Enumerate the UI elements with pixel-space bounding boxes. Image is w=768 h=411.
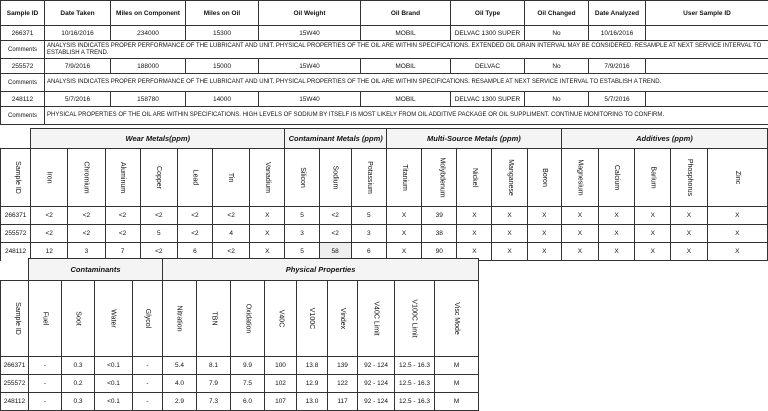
value-cell: 2.9 — [163, 393, 197, 411]
value-cell: <2 — [213, 207, 250, 225]
column-header — [213, 149, 250, 207]
sample-id-label: Sample ID — [14, 161, 21, 194]
contaminants-header: Contaminants — [29, 259, 163, 281]
value-cell: X — [707, 243, 767, 261]
value-cell: 3 — [285, 225, 319, 243]
column-header — [95, 281, 133, 357]
column-label: Copper — [155, 166, 162, 189]
column-label: TBN — [210, 312, 217, 326]
value-cell: 13.0 — [297, 393, 328, 411]
value-cell: X — [250, 225, 285, 243]
value-cell: 5.4 — [163, 357, 197, 375]
header-cell: Miles on Oil — [186, 1, 259, 26]
sample-row — [1, 92, 768, 107]
column-label: Zinc — [734, 171, 741, 184]
column-header — [1, 149, 31, 207]
comment-text: ANALYSIS INDICATES PROPER PERFORMANCE OF THE LUBRICANT AND UNIT. PHYSICAL PROPERTIES OF THE OIL ARE WITHIN SPECIFICATIONS. RESAMPLE AT NEXT SERVICE INTERVAL TO ESTABLISH A TREND. — [45, 74, 768, 92]
value-cell: 12.5 - 16.3 — [395, 375, 435, 393]
sample-cell: 188000 — [111, 59, 186, 74]
column-header — [492, 149, 527, 207]
column-label: Soot — [75, 311, 82, 325]
value-cell: <2 — [140, 243, 177, 261]
value-cell: X — [635, 207, 671, 225]
header-cell: Oil Type — [451, 1, 525, 26]
physical-body — [1, 357, 479, 411]
value-cell: 7.3 — [197, 393, 231, 411]
value-cell: 5 — [140, 225, 177, 243]
wear-metals-header: Wear Metals(ppm) — [31, 129, 285, 149]
value-cell: X — [527, 207, 561, 225]
sample-cell: MOBIL — [361, 92, 451, 107]
sample-cell: 15W40 — [259, 59, 361, 74]
column-header — [250, 149, 285, 207]
comment-row — [1, 41, 768, 59]
value-cell: 7.9 — [197, 375, 231, 393]
sample-cell — [646, 92, 768, 107]
sample-cell: DELVAC 1300 SUPER — [451, 26, 525, 41]
column-label: Molybdenum — [439, 157, 446, 197]
column-header — [177, 149, 212, 207]
value-cell: 92 - 124 — [358, 393, 395, 411]
value-cell: X — [457, 207, 492, 225]
value-cell: X — [671, 243, 707, 261]
value-cell: <0.1 — [95, 393, 133, 411]
column-label: Oxidation — [244, 304, 251, 334]
column-header — [386, 149, 421, 207]
row-sample-id: 266371 — [1, 357, 29, 375]
value-cell: X — [492, 225, 527, 243]
comments-label: Comments — [1, 74, 45, 92]
column-label: Manganese — [507, 159, 514, 196]
column-label: Iron — [46, 171, 53, 183]
column-header — [422, 149, 457, 207]
value-cell: <2 — [105, 225, 140, 243]
column-label: Aluminum — [119, 162, 126, 193]
value-cell: 92 - 124 — [358, 375, 395, 393]
comment-row — [1, 107, 768, 125]
sample-id-label: Sample ID — [14, 302, 21, 335]
value-cell: 5 — [351, 207, 386, 225]
column-label: Lead — [191, 170, 198, 186]
sample-info-table — [0, 0, 768, 125]
sample-cell: MOBIL — [361, 26, 451, 41]
value-cell: 102 — [265, 375, 297, 393]
column-label: Glycol — [144, 309, 151, 328]
sample-cell: 266371 — [1, 26, 45, 41]
row-sample-id: 266371 — [1, 207, 31, 225]
value-cell: 6.0 — [231, 393, 265, 411]
value-cell: X — [599, 243, 635, 261]
value-cell: M — [435, 375, 479, 393]
sample-cell: 248112 — [1, 92, 45, 107]
value-cell: 117 — [328, 393, 358, 411]
value-cell: 7.5 — [231, 375, 265, 393]
column-label: Phosphorus — [687, 159, 694, 196]
comments-label: Comments — [1, 41, 45, 59]
column-header — [163, 281, 197, 357]
value-cell: X — [561, 225, 598, 243]
value-cell: X — [635, 243, 671, 261]
value-cell: <2 — [177, 225, 212, 243]
column-header — [599, 149, 635, 207]
column-header — [140, 149, 177, 207]
column-header — [29, 281, 62, 357]
value-cell: 3 — [351, 225, 386, 243]
column-label: Nitration — [176, 305, 183, 331]
column-label: V100C — [309, 308, 316, 329]
header-cell: Miles on Component — [111, 1, 186, 26]
sample-cell: No — [525, 26, 589, 41]
value-cell: 122 — [328, 375, 358, 393]
value-cell: 107 — [265, 393, 297, 411]
value-cell: - — [29, 357, 62, 375]
column-label: Silicon — [299, 167, 306, 188]
header-cell: Oil Brand — [361, 1, 451, 26]
header-cell: Date Analyzed — [589, 1, 646, 26]
column-label: Chromium — [83, 161, 90, 193]
column-header — [1, 281, 29, 357]
value-cell: <0.1 — [95, 375, 133, 393]
value-cell: X — [527, 225, 561, 243]
contaminant-metals-header: Contaminant Metals (ppm) — [285, 129, 387, 149]
physical-properties-header: Physical Properties — [163, 259, 479, 281]
value-cell: 6 — [177, 243, 212, 261]
value-cell: - — [29, 375, 62, 393]
column-label: Potassium — [365, 161, 372, 194]
value-cell: 5 — [285, 243, 319, 261]
column-label: V40C Limit — [373, 301, 380, 335]
column-header — [133, 281, 163, 357]
comments-label: Comments — [1, 107, 45, 125]
value-cell: 58 — [319, 243, 351, 261]
multi-source-metals-header: Multi-Source Metals (ppm) — [386, 129, 561, 149]
column-label: Vanadium — [264, 162, 271, 193]
value-cell: X — [386, 243, 421, 261]
column-header — [351, 149, 386, 207]
sample-cell: No — [525, 59, 589, 74]
metals-column-headers — [1, 149, 768, 207]
value-cell: X — [250, 207, 285, 225]
column-label: Nickel — [471, 168, 478, 187]
sample-row — [1, 59, 768, 74]
column-label: Water — [110, 309, 117, 327]
value-cell: M — [435, 357, 479, 375]
value-cell: 139 — [328, 357, 358, 375]
value-cell: <2 — [105, 207, 140, 225]
header-cell: Oil Weight — [259, 1, 361, 26]
value-cell: <0.1 — [95, 357, 133, 375]
sample-cell: 15W40 — [259, 26, 361, 41]
column-header — [561, 149, 598, 207]
value-cell: 9.9 — [231, 357, 265, 375]
metals-body — [1, 207, 768, 261]
column-label: Visc Mode — [453, 302, 460, 335]
sample-cell: No — [525, 92, 589, 107]
value-cell: - — [133, 357, 163, 375]
value-cell: <2 — [68, 225, 105, 243]
column-label: Vindex — [339, 308, 346, 329]
column-header — [671, 149, 707, 207]
sample-cell — [646, 59, 768, 74]
value-cell: <2 — [68, 207, 105, 225]
value-cell: - — [29, 393, 62, 411]
column-header — [68, 149, 105, 207]
column-header — [457, 149, 492, 207]
value-cell: X — [707, 207, 767, 225]
row-sample-id: 248112 — [1, 393, 29, 411]
value-cell: 3 — [68, 243, 105, 261]
column-header — [527, 149, 561, 207]
comment-text: ANALYSIS INDICATES PROPER PERFORMANCE OF THE LUBRICANT AND UNIT. PHYSICAL PROPERTIES OF THE OIL ARE WITHIN SPECIFICATIONS. EXTENDED OIL DRAIN INTERVAL MAY BE CONSIDERED. RESAMPLE AT NEXT SERVICE INTERVAL TO ESTABLISH A TREND. — [45, 41, 768, 59]
column-header — [435, 281, 479, 357]
row-sample-id: 255572 — [1, 375, 29, 393]
sample-cell: 15000 — [186, 59, 259, 74]
value-cell: - — [133, 393, 163, 411]
value-cell: 8.1 — [197, 357, 231, 375]
table-row — [1, 375, 479, 393]
physical-column-headers — [1, 281, 479, 357]
sample-info-body — [1, 1, 768, 125]
row-sample-id: 255572 — [1, 225, 31, 243]
column-label: V40C — [277, 310, 284, 328]
sample-cell: 158780 — [111, 92, 186, 107]
value-cell: 7 — [105, 243, 140, 261]
sample-cell: 7/9/2016 — [589, 59, 646, 74]
value-cell: <2 — [140, 207, 177, 225]
value-cell: <2 — [177, 207, 212, 225]
metals-table — [0, 128, 768, 261]
column-header — [231, 281, 265, 357]
value-cell: X — [250, 243, 285, 261]
value-cell: X — [492, 207, 527, 225]
value-cell: <2 — [319, 225, 351, 243]
sample-row — [1, 26, 768, 41]
value-cell: X — [707, 225, 767, 243]
value-cell: 6 — [351, 243, 386, 261]
column-header — [297, 281, 328, 357]
column-header — [395, 281, 435, 357]
value-cell: 38 — [422, 225, 457, 243]
additives-header: Additives (ppm) — [561, 129, 767, 149]
value-cell: - — [133, 375, 163, 393]
sample-cell: 255572 — [1, 59, 45, 74]
sample-cell: MOBIL — [361, 59, 451, 74]
column-header — [328, 281, 358, 357]
value-cell: 92 - 124 — [358, 357, 395, 375]
column-header — [105, 149, 140, 207]
column-header — [635, 149, 671, 207]
value-cell: X — [599, 225, 635, 243]
column-header — [31, 149, 68, 207]
column-header — [285, 149, 319, 207]
column-label: Magnesium — [576, 159, 583, 195]
value-cell: 90 — [422, 243, 457, 261]
value-cell: 12.5 - 16.3 — [395, 357, 435, 375]
value-cell: 0.3 — [62, 393, 95, 411]
value-cell: 0.2 — [62, 375, 95, 393]
value-cell: X — [492, 243, 527, 261]
value-cell: 12.9 — [297, 375, 328, 393]
sample-cell: 10/16/2016 — [45, 26, 111, 41]
value-cell: X — [561, 243, 598, 261]
value-cell: X — [457, 243, 492, 261]
sample-cell: 10/16/2016 — [589, 26, 646, 41]
value-cell: X — [386, 207, 421, 225]
value-cell: 4 — [213, 225, 250, 243]
physical-properties-table — [0, 258, 479, 411]
value-cell: 12 — [31, 243, 68, 261]
value-cell: <2 — [31, 225, 68, 243]
sample-cell: 5/7/2016 — [45, 92, 111, 107]
value-cell: X — [386, 225, 421, 243]
value-cell: 12.5 - 16.3 — [395, 393, 435, 411]
column-label: V100C Limit — [411, 299, 418, 337]
column-header — [358, 281, 395, 357]
sample-cell: 15W40 — [259, 92, 361, 107]
value-cell: 13.8 — [297, 357, 328, 375]
sample-info-header-row — [1, 1, 768, 26]
value-cell: X — [635, 225, 671, 243]
column-label: Fuel — [42, 312, 49, 326]
sample-cell: DELVAC — [451, 59, 525, 74]
column-header — [319, 149, 351, 207]
value-cell: X — [671, 225, 707, 243]
sample-cell: 7/9/2016 — [45, 59, 111, 74]
sample-cell: 234000 — [111, 26, 186, 41]
value-cell: 4.0 — [163, 375, 197, 393]
column-label: Tin — [228, 173, 235, 182]
row-sample-id: 248112 — [1, 243, 31, 261]
sample-cell: DELVAC 1300 SUPER — [451, 92, 525, 107]
column-label: Boron — [541, 168, 548, 187]
sample-cell — [646, 26, 768, 41]
column-label: Calcium — [613, 165, 620, 190]
value-cell: 0.3 — [62, 357, 95, 375]
value-cell: 5 — [285, 207, 319, 225]
value-cell: <2 — [319, 207, 351, 225]
physical-corner — [1, 259, 29, 281]
table-row — [1, 225, 768, 243]
value-cell: <2 — [213, 243, 250, 261]
column-header — [197, 281, 231, 357]
table-row — [1, 357, 479, 375]
column-header — [265, 281, 297, 357]
sample-cell: 5/7/2016 — [589, 92, 646, 107]
column-header — [707, 149, 767, 207]
header-cell: Sample ID — [1, 1, 45, 26]
value-cell: X — [599, 207, 635, 225]
sample-cell: 14000 — [186, 92, 259, 107]
header-cell: Date Taken — [45, 1, 111, 26]
column-label: Titanium — [401, 164, 408, 191]
value-cell: X — [561, 207, 598, 225]
header-cell: Oil Changed — [525, 1, 589, 26]
column-label: Barium — [649, 166, 656, 188]
value-cell: <2 — [31, 207, 68, 225]
value-cell: 39 — [422, 207, 457, 225]
metals-corner — [1, 129, 31, 149]
value-cell: X — [671, 207, 707, 225]
sample-cell: 15300 — [186, 26, 259, 41]
value-cell: X — [527, 243, 561, 261]
value-cell: X — [457, 225, 492, 243]
value-cell: M — [435, 393, 479, 411]
column-label: Sodium — [332, 166, 339, 190]
value-cell: 100 — [265, 357, 297, 375]
comment-text: PHYSICAL PROPERTIES OF THE OIL ARE WITHIN SPECIFICATIONS. HIGH LEVELS OF SODIUM BY ITSELF IS MOST LIKELY FROM OIL ADDITIVE PACKAGE OR OIL SUPPLIMENT. CONTINUE MONITORING TO CONFIRM. — [45, 107, 768, 125]
header-cell: User Sample ID — [646, 1, 768, 26]
table-row — [1, 207, 768, 225]
column-header — [62, 281, 95, 357]
comment-row — [1, 74, 768, 92]
